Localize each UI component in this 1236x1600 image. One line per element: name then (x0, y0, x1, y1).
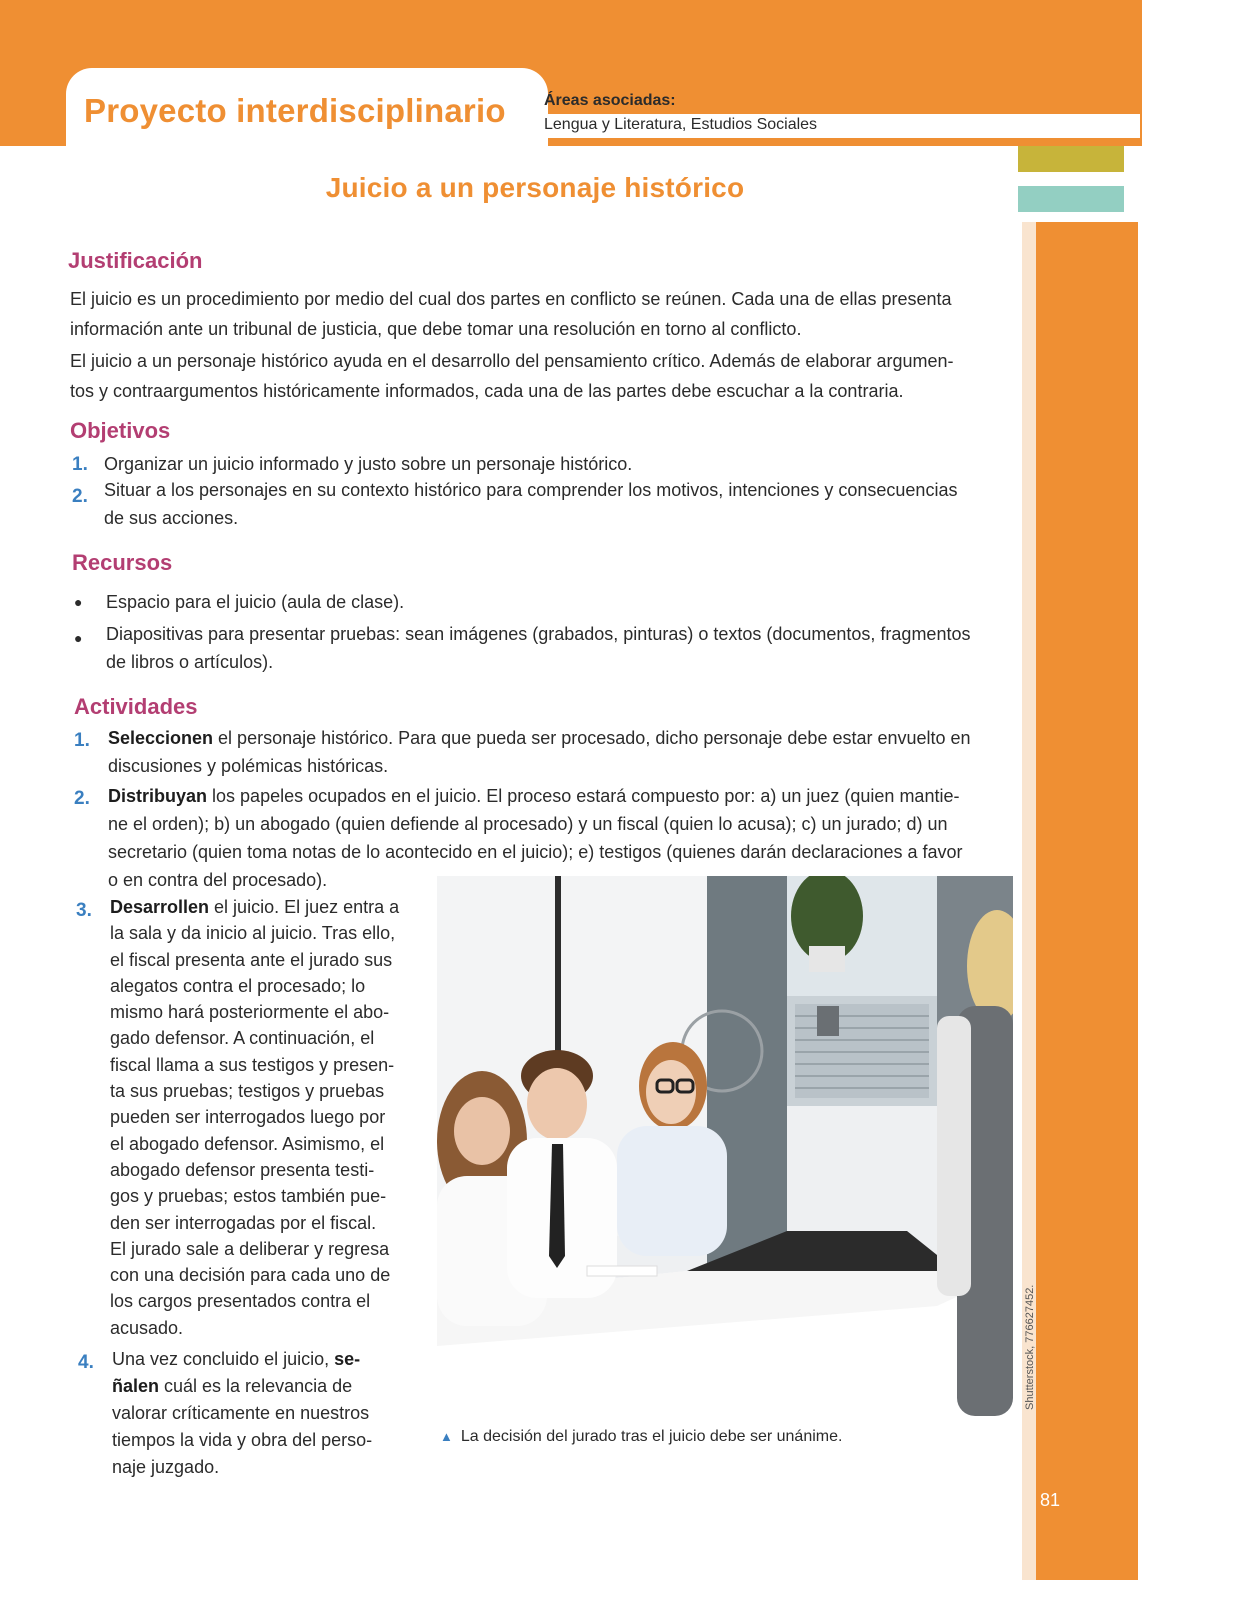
text-line: información ante un tribunal de justicia, que debe tomar una resolución en torno al conflicto. (70, 319, 802, 339)
action-verb: Seleccionen (108, 728, 214, 748)
text-line: tos y contraargumentos históricamente informados, cada una de las partes debe escuchar a la contraria. (70, 381, 904, 401)
text-line: mismo hará posteriormente el abo- (110, 1002, 390, 1023)
justificacion-paragraph-1 (70, 284, 1010, 344)
courtroom-photo (437, 876, 1013, 1416)
text-line: secretario (quien toma notas de lo acontecido en el juicio); e) testigos (quienes darán declaraciones a favor (108, 842, 963, 862)
photo-illustration (437, 876, 1013, 1416)
caption-text: La decisión del jurado tras el juicio debe ser unánime. (460, 1428, 843, 1445)
bullet-icon: ● (74, 594, 83, 610)
recurso-item (106, 620, 1016, 676)
text-line: de sus acciones. (104, 508, 239, 528)
text-line: El juicio es un procedimiento por medio del cual dos partes en conflicto se reúnen. Cada una de ellas presenta (70, 289, 952, 309)
text-span: el juicio. El juez entra a (209, 897, 400, 917)
list-number: 2. (72, 486, 88, 507)
heading-justificacion: Justificación (68, 248, 203, 273)
text-line: El juicio a un personaje histórico ayuda en el desarrollo del pensamiento crítico. Además de elaborar argumen- (70, 351, 954, 371)
text-line: gos y pruebas; estos también pue- (110, 1186, 387, 1207)
recurso-item (106, 588, 1016, 616)
page-margin (1142, 0, 1236, 1600)
action-verb: Desarrollen (110, 897, 210, 917)
text-line: el fiscal presenta ante el jurado sus (110, 949, 393, 970)
text-line (112, 1373, 412, 1400)
text-line: o en contra del procesado). (108, 870, 328, 890)
text-line: pueden ser interrogados luego por (110, 1107, 386, 1128)
text-line: Situar a los personajes en su contexto histórico para comprender los motivos, intenciones y consecuencias (104, 480, 958, 500)
list-number: 4. (78, 1352, 94, 1373)
text-line: de libros o artículos). (106, 652, 274, 672)
actividad-item-4 (112, 1346, 412, 1481)
text-line (112, 1346, 412, 1373)
objetivo-item (104, 476, 1014, 532)
text-line: acusado. (110, 1317, 184, 1338)
text-line: el abogado defensor. Asimismo, el (110, 1133, 385, 1154)
text-line: fiscal llama a sus testigos y presen- (110, 1054, 395, 1075)
text-line: Espacio para el juicio (aula de clase). (106, 592, 405, 612)
actividad-item-3 (110, 894, 410, 1341)
text-span: los papeles ocupados en el juicio. El proceso estará compuesto por: a) un juez (quien mantie- (207, 786, 960, 806)
page-number: 81 (1039, 1490, 1061, 1510)
actividad-item-1 (108, 724, 1018, 780)
text-span: cuál es la relevancia de (159, 1376, 353, 1396)
text-line: valorar críticamente en nuestros (112, 1403, 370, 1423)
text-line: naje juzgado. (112, 1457, 220, 1477)
list-number: 1. (74, 730, 90, 751)
photo-credit: Shutterstock, 776627452. (1024, 1284, 1036, 1410)
areas-label: Áreas asociadas: (544, 92, 676, 109)
text-line: Organizar un juicio informado y justo sobre un personaje histórico. (104, 454, 633, 474)
text-line: abogado defensor presenta testi- (110, 1159, 375, 1180)
text-line: alegatos contra el procesado; lo (110, 975, 366, 996)
bullet-icon: ● (74, 630, 83, 646)
text-line: ta sus pruebas; testigos y pruebas (110, 1081, 385, 1102)
text-line (108, 782, 1018, 810)
triangle-icon: ▲ (440, 1429, 453, 1444)
objetivo-item (104, 450, 1014, 478)
action-verb: Distribuyan (108, 786, 208, 806)
heading-objetivos: Objetivos (70, 418, 171, 443)
side-bar-orange (1036, 222, 1138, 1580)
areas-value: Lengua y Literatura, Estudios Sociales (540, 114, 1140, 138)
text-line: El jurado sale a deliberar y regresa (110, 1238, 390, 1259)
text-line: con una decisión para cada uno de (110, 1265, 391, 1286)
text-line: ne el orden); b) un abogado (quien defiende al procesado) y un fiscal (quien lo acusa); c) un jurado; d) un (108, 814, 948, 834)
heading-recursos: Recursos (72, 550, 173, 575)
list-number: 1. (72, 454, 88, 475)
list-number: 3. (76, 900, 92, 921)
justificacion-paragraph-2 (70, 346, 1010, 406)
text-line: discusiones y polémicas históricas. (108, 756, 389, 776)
side-bar-olive (1018, 146, 1124, 172)
text-line (108, 724, 1018, 752)
text-line: la sala y da inicio al juicio. Tras ello, (110, 923, 396, 944)
text-line: los cargos presentados contra el (110, 1291, 371, 1312)
areas-box (544, 92, 1142, 138)
text-line: gado defensor. A continuación, el (110, 1028, 375, 1049)
text-line: den ser interrogadas por el fiscal. (110, 1212, 377, 1233)
text-span: el personaje histórico. Para que pueda ser procesado, dicho personaje debe estar envuelto en (213, 728, 971, 748)
photo-caption (440, 1428, 842, 1446)
header-title: Proyecto interdisciplinario (84, 92, 506, 129)
text-line: Diapositivas para presentar pruebas: sean imágenes (grabados, pinturas) o textos (documentos, fragmentos (106, 624, 971, 644)
page-title: Juicio a un personaje histórico (325, 172, 745, 203)
heading-actividades: Actividades (74, 694, 198, 719)
list-number: 2. (74, 788, 90, 809)
action-verb: ñalen (112, 1376, 160, 1396)
text-span: Una vez concluido el juicio, (112, 1349, 335, 1369)
action-verb: se- (334, 1349, 361, 1369)
text-line (110, 894, 410, 920)
text-line: tiempos la vida y obra del perso- (112, 1430, 373, 1450)
